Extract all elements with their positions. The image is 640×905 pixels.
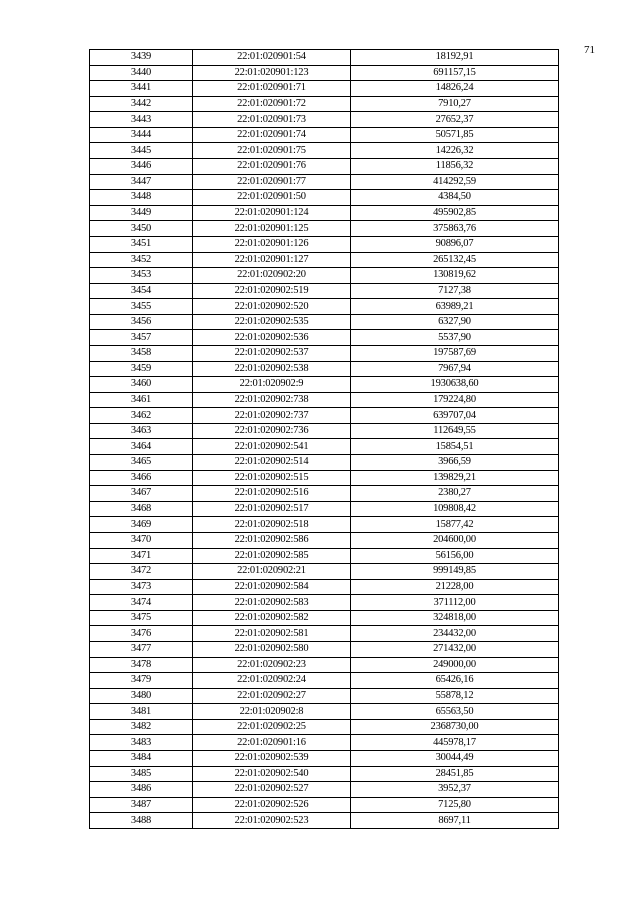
- value-cell: 271432,00: [351, 641, 559, 657]
- row-number-cell: 3488: [90, 813, 193, 829]
- value-cell: 15854,51: [351, 439, 559, 455]
- value-cell: 179224,80: [351, 392, 559, 408]
- row-number-cell: 3481: [90, 704, 193, 720]
- row-number-cell: 3461: [90, 392, 193, 408]
- value-cell: 691157,15: [351, 65, 559, 81]
- table-row: [90, 751, 559, 767]
- table-row: [90, 532, 559, 548]
- value-cell: 324818,00: [351, 610, 559, 626]
- cadastral-number-cell: 22:01:020901:127: [193, 252, 351, 268]
- row-number-cell: 3458: [90, 345, 193, 361]
- value-cell: 7125,80: [351, 797, 559, 813]
- cadastral-number-cell: 22:01:020902:539: [193, 751, 351, 767]
- table-row: [90, 345, 559, 361]
- cadastral-number-cell: 22:01:020901:50: [193, 190, 351, 206]
- row-number-cell: 3479: [90, 673, 193, 689]
- cadastral-number-cell: 22:01:020902:516: [193, 486, 351, 502]
- value-cell: 371112,00: [351, 595, 559, 611]
- value-cell: 130819,62: [351, 268, 559, 284]
- cadastral-number-cell: 22:01:020902:519: [193, 283, 351, 299]
- row-number-cell: 3459: [90, 361, 193, 377]
- table-row: [90, 626, 559, 642]
- cadastral-number-cell: 22:01:020901:72: [193, 96, 351, 112]
- row-number-cell: 3467: [90, 486, 193, 502]
- cadastral-number-cell: 22:01:020902:736: [193, 423, 351, 439]
- cadastral-value-table: [89, 49, 559, 829]
- value-cell: 15877,42: [351, 517, 559, 533]
- table-row: [90, 766, 559, 782]
- cadastral-number-cell: 22:01:020902:582: [193, 610, 351, 626]
- row-number-cell: 3483: [90, 735, 193, 751]
- cadastral-number-cell: 22:01:020901:76: [193, 159, 351, 175]
- row-number-cell: 3450: [90, 221, 193, 237]
- row-number-cell: 3471: [90, 548, 193, 564]
- cadastral-number-cell: 22:01:020902:536: [193, 330, 351, 346]
- table-row: [90, 190, 559, 206]
- table-row: [90, 564, 559, 580]
- cadastral-number-cell: 22:01:020902:526: [193, 797, 351, 813]
- value-cell: 4384,50: [351, 190, 559, 206]
- value-cell: 50571,85: [351, 127, 559, 143]
- cadastral-number-cell: 22:01:020902:541: [193, 439, 351, 455]
- row-number-cell: 3484: [90, 751, 193, 767]
- table-row: [90, 501, 559, 517]
- table-row: [90, 704, 559, 720]
- table-row: [90, 797, 559, 813]
- row-number-cell: 3449: [90, 205, 193, 221]
- cadastral-number-cell: 22:01:020901:71: [193, 81, 351, 97]
- cadastral-number-cell: 22:01:020902:517: [193, 501, 351, 517]
- row-number-cell: 3466: [90, 470, 193, 486]
- cadastral-number-cell: 22:01:020902:27: [193, 688, 351, 704]
- row-number-cell: 3443: [90, 112, 193, 128]
- row-number-cell: 3476: [90, 626, 193, 642]
- value-cell: 90896,07: [351, 236, 559, 252]
- table-row: [90, 719, 559, 735]
- value-cell: 8697,11: [351, 813, 559, 829]
- value-cell: 28451,85: [351, 766, 559, 782]
- value-cell: 7967,94: [351, 361, 559, 377]
- table-row: [90, 112, 559, 128]
- value-cell: 197587,69: [351, 345, 559, 361]
- cadastral-number-cell: 22:01:020902:527: [193, 782, 351, 798]
- cadastral-number-cell: 22:01:020902:9: [193, 377, 351, 393]
- row-number-cell: 3487: [90, 797, 193, 813]
- table-row: [90, 470, 559, 486]
- value-cell: 2380,27: [351, 486, 559, 502]
- row-number-cell: 3447: [90, 174, 193, 190]
- table-row: [90, 610, 559, 626]
- table-row: [90, 408, 559, 424]
- value-cell: 27652,37: [351, 112, 559, 128]
- row-number-cell: 3441: [90, 81, 193, 97]
- cadastral-number-cell: 22:01:020901:54: [193, 50, 351, 66]
- table-row: [90, 236, 559, 252]
- row-number-cell: 3470: [90, 532, 193, 548]
- cadastral-number-cell: 22:01:020902:8: [193, 704, 351, 720]
- row-number-cell: 3446: [90, 159, 193, 175]
- table-row: [90, 688, 559, 704]
- cadastral-number-cell: 22:01:020901:126: [193, 236, 351, 252]
- cadastral-number-cell: 22:01:020902:20: [193, 268, 351, 284]
- table-row: [90, 641, 559, 657]
- table-row: [90, 299, 559, 315]
- value-cell: 495902,85: [351, 205, 559, 221]
- value-cell: 56156,00: [351, 548, 559, 564]
- table-row: [90, 782, 559, 798]
- row-number-cell: 3478: [90, 657, 193, 673]
- table-row: [90, 314, 559, 330]
- cadastral-number-cell: 22:01:020902:580: [193, 641, 351, 657]
- cadastral-number-cell: 22:01:020902:538: [193, 361, 351, 377]
- value-cell: 63989,21: [351, 299, 559, 315]
- table-row: [90, 439, 559, 455]
- page-number: 71: [584, 44, 595, 56]
- table-row: [90, 268, 559, 284]
- cadastral-number-cell: 22:01:020902:523: [193, 813, 351, 829]
- table-row: [90, 735, 559, 751]
- table-row: [90, 813, 559, 829]
- table-row: [90, 50, 559, 66]
- table-row: [90, 330, 559, 346]
- cadastral-number-cell: 22:01:020902:25: [193, 719, 351, 735]
- row-number-cell: 3462: [90, 408, 193, 424]
- value-cell: 109808,42: [351, 501, 559, 517]
- row-number-cell: 3477: [90, 641, 193, 657]
- value-cell: 414292,59: [351, 174, 559, 190]
- row-number-cell: 3469: [90, 517, 193, 533]
- cadastral-number-cell: 22:01:020901:123: [193, 65, 351, 81]
- table-row: [90, 174, 559, 190]
- table-row: [90, 361, 559, 377]
- cadastral-number-cell: 22:01:020902:581: [193, 626, 351, 642]
- value-cell: 1930638,60: [351, 377, 559, 393]
- row-number-cell: 3460: [90, 377, 193, 393]
- cadastral-number-cell: 22:01:020902:24: [193, 673, 351, 689]
- row-number-cell: 3452: [90, 252, 193, 268]
- table-row: [90, 579, 559, 595]
- value-cell: 249000,00: [351, 657, 559, 673]
- cadastral-number-cell: 22:01:020902:584: [193, 579, 351, 595]
- table-row: [90, 96, 559, 112]
- row-number-cell: 3480: [90, 688, 193, 704]
- table-row: [90, 657, 559, 673]
- table-row: [90, 221, 559, 237]
- row-number-cell: 3486: [90, 782, 193, 798]
- table-row: [90, 143, 559, 159]
- row-number-cell: 3485: [90, 766, 193, 782]
- cadastral-number-cell: 22:01:020901:16: [193, 735, 351, 751]
- value-cell: 234432,00: [351, 626, 559, 642]
- row-number-cell: 3457: [90, 330, 193, 346]
- cadastral-number-cell: 22:01:020902:21: [193, 564, 351, 580]
- value-cell: 139829,21: [351, 470, 559, 486]
- value-cell: 999149,85: [351, 564, 559, 580]
- row-number-cell: 3442: [90, 96, 193, 112]
- table-row: [90, 673, 559, 689]
- value-cell: 14226,32: [351, 143, 559, 159]
- cadastral-number-cell: 22:01:020901:125: [193, 221, 351, 237]
- row-number-cell: 3444: [90, 127, 193, 143]
- table-row: [90, 81, 559, 97]
- row-number-cell: 3463: [90, 423, 193, 439]
- row-number-cell: 3456: [90, 314, 193, 330]
- value-cell: 21228,00: [351, 579, 559, 595]
- cadastral-number-cell: 22:01:020902:585: [193, 548, 351, 564]
- table-row: [90, 377, 559, 393]
- cadastral-number-cell: 22:01:020902:583: [193, 595, 351, 611]
- value-cell: 375863,76: [351, 221, 559, 237]
- cadastral-number-cell: 22:01:020902:535: [193, 314, 351, 330]
- value-cell: 112649,55: [351, 423, 559, 439]
- cadastral-number-cell: 22:01:020902:537: [193, 345, 351, 361]
- row-number-cell: 3468: [90, 501, 193, 517]
- table-row: [90, 252, 559, 268]
- value-cell: 204600,00: [351, 532, 559, 548]
- cadastral-number-cell: 22:01:020901:74: [193, 127, 351, 143]
- cadastral-number-cell: 22:01:020902:514: [193, 455, 351, 471]
- table-row: [90, 423, 559, 439]
- table-body: [90, 50, 559, 829]
- cadastral-number-cell: 22:01:020902:520: [193, 299, 351, 315]
- row-number-cell: 3475: [90, 610, 193, 626]
- row-number-cell: 3464: [90, 439, 193, 455]
- cadastral-number-cell: 22:01:020901:77: [193, 174, 351, 190]
- cadastral-number-cell: 22:01:020902:738: [193, 392, 351, 408]
- cadastral-number-cell: 22:01:020901:75: [193, 143, 351, 159]
- cadastral-number-cell: 22:01:020902:518: [193, 517, 351, 533]
- row-number-cell: 3440: [90, 65, 193, 81]
- cadastral-number-cell: 22:01:020902:586: [193, 532, 351, 548]
- value-cell: 265132,45: [351, 252, 559, 268]
- value-cell: 3966,59: [351, 455, 559, 471]
- value-cell: 11856,32: [351, 159, 559, 175]
- row-number-cell: 3455: [90, 299, 193, 315]
- value-cell: 2368730,00: [351, 719, 559, 735]
- value-cell: 18192,91: [351, 50, 559, 66]
- row-number-cell: 3465: [90, 455, 193, 471]
- cadastral-number-cell: 22:01:020901:124: [193, 205, 351, 221]
- value-cell: 5537,90: [351, 330, 559, 346]
- table-row: [90, 517, 559, 533]
- table-row: [90, 595, 559, 611]
- row-number-cell: 3453: [90, 268, 193, 284]
- value-cell: 7127,38: [351, 283, 559, 299]
- value-cell: 445978,17: [351, 735, 559, 751]
- value-cell: 14826,24: [351, 81, 559, 97]
- row-number-cell: 3472: [90, 564, 193, 580]
- row-number-cell: 3451: [90, 236, 193, 252]
- value-cell: 65426,16: [351, 673, 559, 689]
- row-number-cell: 3445: [90, 143, 193, 159]
- row-number-cell: 3482: [90, 719, 193, 735]
- cadastral-number-cell: 22:01:020901:73: [193, 112, 351, 128]
- cadastral-number-cell: 22:01:020902:540: [193, 766, 351, 782]
- table-row: [90, 455, 559, 471]
- cadastral-number-cell: 22:01:020902:23: [193, 657, 351, 673]
- value-cell: 6327,90: [351, 314, 559, 330]
- table-row: [90, 486, 559, 502]
- table-row: [90, 283, 559, 299]
- value-cell: 7910,27: [351, 96, 559, 112]
- table-row: [90, 205, 559, 221]
- table-row: [90, 65, 559, 81]
- value-cell: 55878,12: [351, 688, 559, 704]
- row-number-cell: 3439: [90, 50, 193, 66]
- row-number-cell: 3454: [90, 283, 193, 299]
- value-cell: 65563,50: [351, 704, 559, 720]
- table-row: [90, 548, 559, 564]
- value-cell: 3952,37: [351, 782, 559, 798]
- cadastral-number-cell: 22:01:020902:515: [193, 470, 351, 486]
- row-number-cell: 3448: [90, 190, 193, 206]
- row-number-cell: 3473: [90, 579, 193, 595]
- table-row: [90, 392, 559, 408]
- table-row: [90, 159, 559, 175]
- value-cell: 30044,49: [351, 751, 559, 767]
- table-row: [90, 127, 559, 143]
- value-cell: 639707,04: [351, 408, 559, 424]
- cadastral-number-cell: 22:01:020902:737: [193, 408, 351, 424]
- row-number-cell: 3474: [90, 595, 193, 611]
